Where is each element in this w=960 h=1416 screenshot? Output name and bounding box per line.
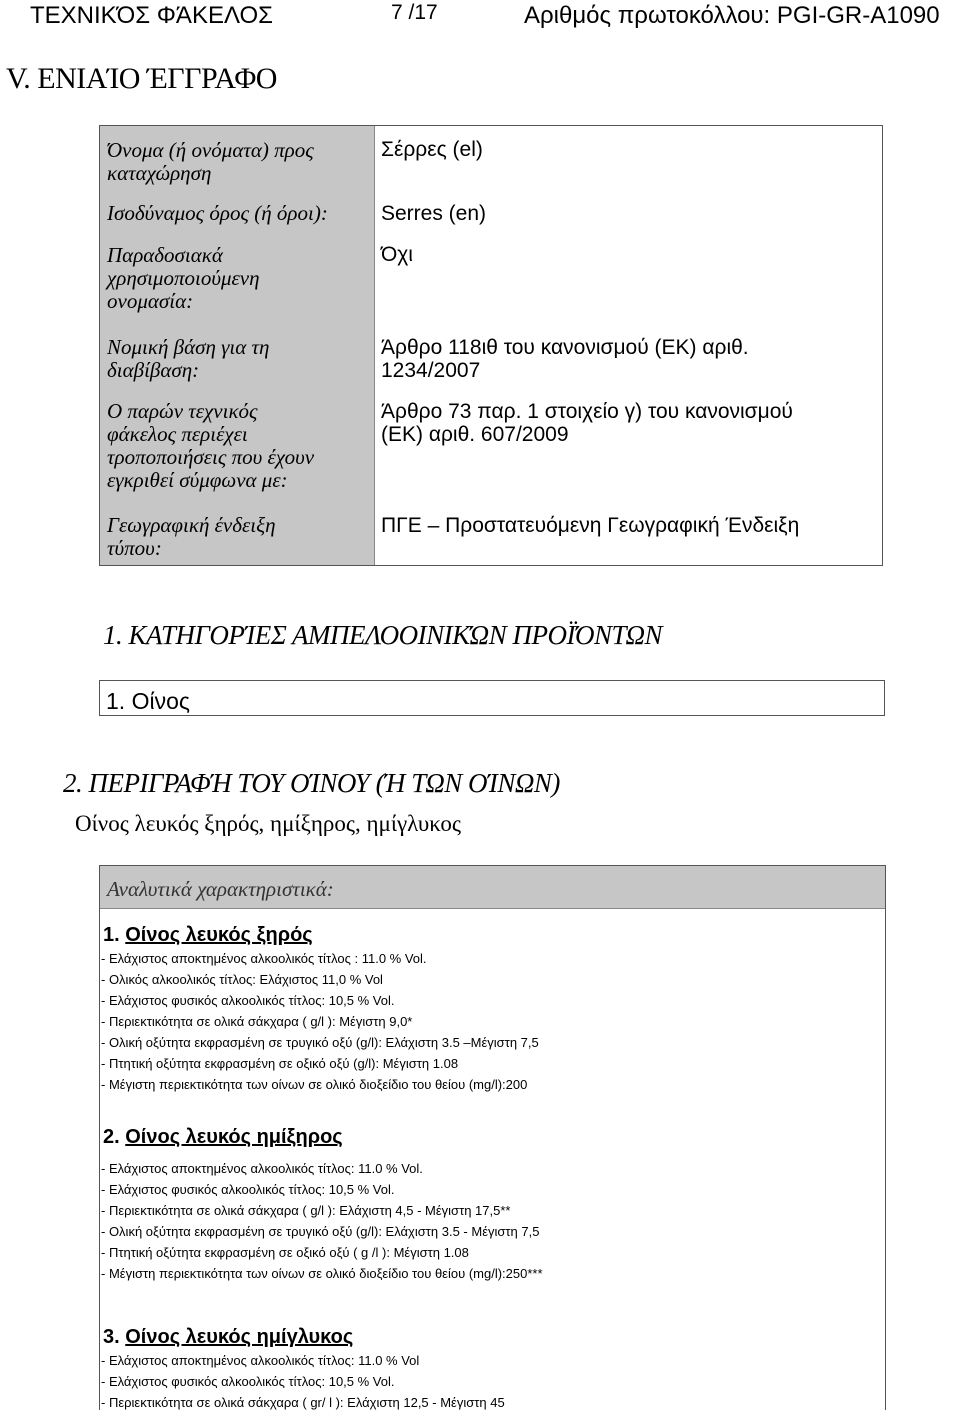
semisweet-wine-specs — [101, 1353, 505, 1416]
spec-line: - Ελάχιστος φυσικός αλκοολικός τίτλος: 10,5 % Vol. — [101, 1374, 395, 1389]
spec-line: - Ολική οξύτητα εκφρασμένη σε τρυγικό οξύ (g/l): Ελάχιστη 3.5 - Μέγιστη 7,5 — [101, 1224, 540, 1239]
dry-wine-heading: 1. Οίνος λευκός ξηρός — [103, 924, 313, 946]
name-value: Σέρρες (el) — [381, 138, 483, 161]
description-subtitle: Οίνος λευκός ξηρός, ημίξηρος, ημίγλυκος — [75, 811, 462, 836]
spec-line: - Ολικός αλκοολικός τίτλος: Ελάχιστος 11,0 % Vol — [101, 972, 383, 987]
spec-line: - Ελάχιστος αποκτημένος αλκοολικός τίτλος: 11.0 % Vol. — [101, 1161, 423, 1176]
equivalent-term-label: Ισοδύναμος όρος (ή όροι): — [107, 201, 328, 225]
semidry-wine-specs — [101, 1161, 543, 1287]
geographical-indication-value: ΠΓΕ – Προστατευόμενη Γεωγραφική Ένδειξη — [381, 514, 800, 537]
categories-heading: 1. ΚΑΤΗΓΟΡΊΕΣ ΑΜΠΕΛΟΟΙΝΙΚΏΝ ΠΡΟΪΌΝΤΩΝ — [103, 620, 663, 650]
page-number: 7 /17 — [391, 1, 438, 24]
categories-box — [99, 680, 885, 716]
spec-line: - Ελάχιστος φυσικός αλκοολικός τίτλος: 10,5 % Vol. — [101, 993, 395, 1008]
spec-line: - Περιεκτικότητα σε ολικά σάκχαρα ( g/l ): Ελάχιστη 4,5 - Μέγιστη 17,5** — [101, 1203, 511, 1218]
traditional-name-label: Παραδοσιακά χρησιμοποιούμενη ονομασία: — [107, 243, 260, 313]
semisweet-wine-heading: 3. Οίνος λευκός ημίγλυκος — [103, 1326, 354, 1348]
semidry-wine-heading: 2. Οίνος λευκός ημίξηρος — [103, 1126, 343, 1148]
traditional-name-value: Όχι — [381, 243, 413, 266]
category-item: 1. Οίνος — [106, 688, 190, 714]
spec-line: - Μέγιστη περιεκτικότητα των οίνων σε ολικό διοξείδιο του θείου (mg/l):250*** — [101, 1266, 543, 1281]
spec-line: - Ολική οξύτητα εκφρασμένη σε τρυγικό οξύ (g/l): Ελάχιστη 3.5 –Μέγιστη 7,5 — [101, 1035, 539, 1050]
spec-line: - Ελάχιστος αποκτημένος αλκοολικός τίτλος : 11.0 % Vol. — [101, 951, 427, 966]
spec-line: - Πτητική οξύτητα εκφρασμένη σε οξικό οξύ (g/l): Μέγιστη 1.08 — [101, 1056, 459, 1071]
amendments-value: Άρθρο 73 παρ. 1 στοιχείο γ) του κανονισμού (ΕΚ) αριθ. 607/2009 — [381, 400, 793, 446]
spec-line: - Μέγιστη περιεκτικότητα των οίνων σε ολικό διοξείδιο του θείου (mg/l):200 — [101, 1077, 528, 1092]
dry-wine-specs — [101, 951, 539, 1098]
description-heading: 2. ΠΕΡΙΓΡΑΦΉ ΤΟΥ ΟΊΝΟΥ (Ή ΤΩΝ ΟΊΝΩΝ) — [63, 768, 560, 798]
analytical-header — [100, 866, 885, 909]
spec-line: - Ελάχιστος αποκτημένος αλκοολικός τίτλος: 11.0 % Vol — [101, 1353, 420, 1368]
equivalent-term-value: Serres (en) — [381, 202, 487, 225]
section-title: V. ΕΝΙΑΊΟ ΈΓΓΡΑΦΟ — [6, 62, 277, 95]
analytical-label: Αναλυτικά χαρακτηριστικά: — [107, 877, 334, 901]
registration-table — [99, 125, 883, 566]
name-label: Όνομα (ή ονόματα) προς καταχώρηση — [107, 138, 314, 185]
legal-basis-label: Νομική βάση για τη διαβίβαση: — [107, 335, 270, 382]
document-type-header: ΤΕΧΝΙΚΌΣ ΦΆΚΕΛΟΣ — [30, 2, 273, 29]
spec-line: - Περιεκτικότητα σε ολικά σάκχαρα ( gr/ l ): Ελάχιστη 12,5 - Μέγιστη 45 — [101, 1395, 505, 1410]
spec-line: - Ελάχιστος φυσικός αλκοολικός τίτλος: 10,5 % Vol. — [101, 1182, 395, 1197]
protocol-number: Αριθμός πρωτοκόλλου: PGI-GR-A1090 — [524, 2, 940, 29]
geographical-indication-label: Γεωγραφική ένδειξη τύπου: — [107, 513, 276, 560]
legal-basis-value: Άρθρο 118ιθ του κανονισμού (ΕΚ) αριθ. 1234/2007 — [381, 336, 749, 382]
spec-line: - Περιεκτικότητα σε ολικά σάκχαρα ( g/l ): Μέγιστη 9,0* — [101, 1014, 413, 1029]
spec-line: - Πτητική οξύτητα εκφρασμένη σε οξικό οξύ ( g /l ): Μέγιστη 1.08 — [101, 1245, 469, 1260]
amendments-label: Ο παρών τεχνικός φάκελος περιέχει τροποποιήσεις που έχουν εγκριθεί σύμφωνα με: — [107, 399, 315, 492]
